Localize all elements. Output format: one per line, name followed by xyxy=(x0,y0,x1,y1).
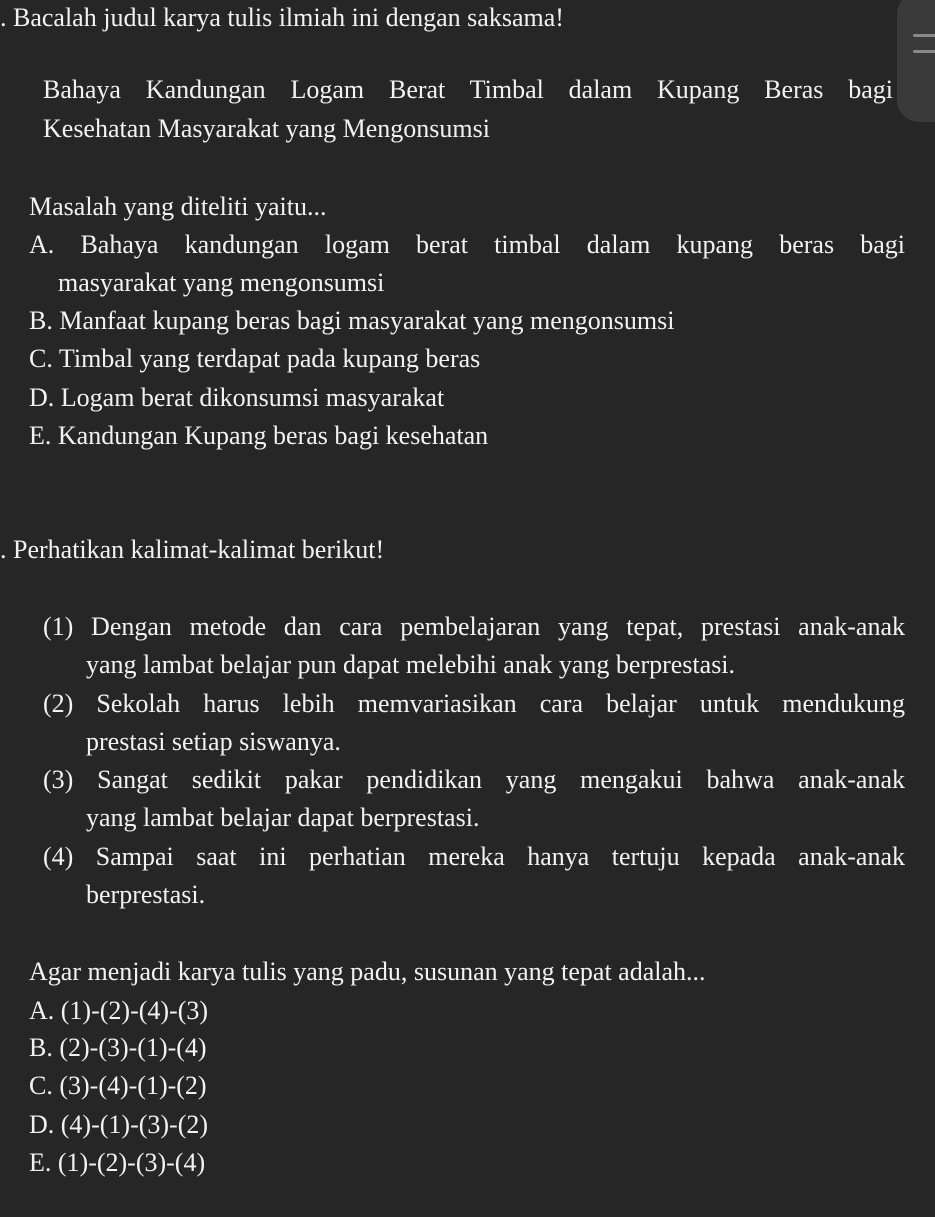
question1-option-a-line2[interactable]: masyarakat yang mengonsumsi xyxy=(58,268,385,297)
sentence-4-line2: berprestasi. xyxy=(86,880,206,909)
question1-title-line2: Kesehatan Masyarakat yang Mengonsumsi xyxy=(43,114,490,143)
question1-option-c[interactable]: C. Timbal yang terdapat pada kupang beras xyxy=(29,344,481,373)
question1-option-e[interactable]: E. Kandungan Kupang beras bagi kesehatan xyxy=(29,421,489,450)
question2-option-b[interactable]: B. (2)-(3)-(1)-(4) xyxy=(29,1033,207,1062)
question1-instruction: . Bacalah judul karya tulis ilmiah ini dengan saksama! xyxy=(0,3,564,32)
grip-line-bottom xyxy=(913,50,935,53)
sentence-2-line1: (2) Sekolah harus lebih memvariasikan cara belajar untuk mendukung xyxy=(43,689,905,718)
question2-prompt: Agar menjadi karya tulis yang padu, susunan yang tepat adalah... xyxy=(29,957,706,986)
sentence-2-line2: prestasi setiap siswanya. xyxy=(86,727,341,756)
question2-option-e[interactable]: E. (1)-(2)-(3)-(4) xyxy=(29,1148,206,1177)
grip-line-top xyxy=(913,34,935,37)
question1-title-line1: Bahaya Kandungan Logam Berat Timbal dalam Kupang Beras bagi xyxy=(43,75,893,104)
sentence-1-line1: (1) Dengan metode dan cara pembelajaran yang tepat, prestasi anak-anak xyxy=(43,612,905,641)
sentence-3-line2: yang lambat belajar dapat berprestasi. xyxy=(86,803,480,832)
question1-option-b[interactable]: B. Manfaat kupang beras bagi masyarakat yang mengonsumsi xyxy=(29,306,675,335)
question2-instruction: . Perhatikan kalimat-kalimat berikut! xyxy=(0,535,385,564)
sentence-3-line1: (3) Sangat sedikit pakar pendidikan yang mengakui bahwa anak-anak xyxy=(43,765,905,794)
sentence-1-line2: yang lambat belajar pun dapat melebihi anak yang berprestasi. xyxy=(86,650,736,679)
question2-option-d[interactable]: D. (4)-(1)-(3)-(2) xyxy=(29,1110,209,1139)
question2-option-c[interactable]: C. (3)-(4)-(1)-(2) xyxy=(29,1071,207,1100)
question1-option-a-line1[interactable]: A. Bahaya kandungan logam berat timbal dalam kupang beras bagi xyxy=(29,230,905,259)
question1-prompt: Masalah yang diteliti yaitu... xyxy=(29,192,327,221)
scroll-handle[interactable] xyxy=(897,0,935,122)
question1-option-d[interactable]: D. Logam berat dikonsumsi masyarakat xyxy=(29,383,445,412)
sentence-4-line1: (4) Sampai saat ini perhatian mereka hanya tertuju kepada anak-anak xyxy=(43,842,905,871)
question2-option-a[interactable]: A. (1)-(2)-(4)-(3) xyxy=(29,996,209,1025)
